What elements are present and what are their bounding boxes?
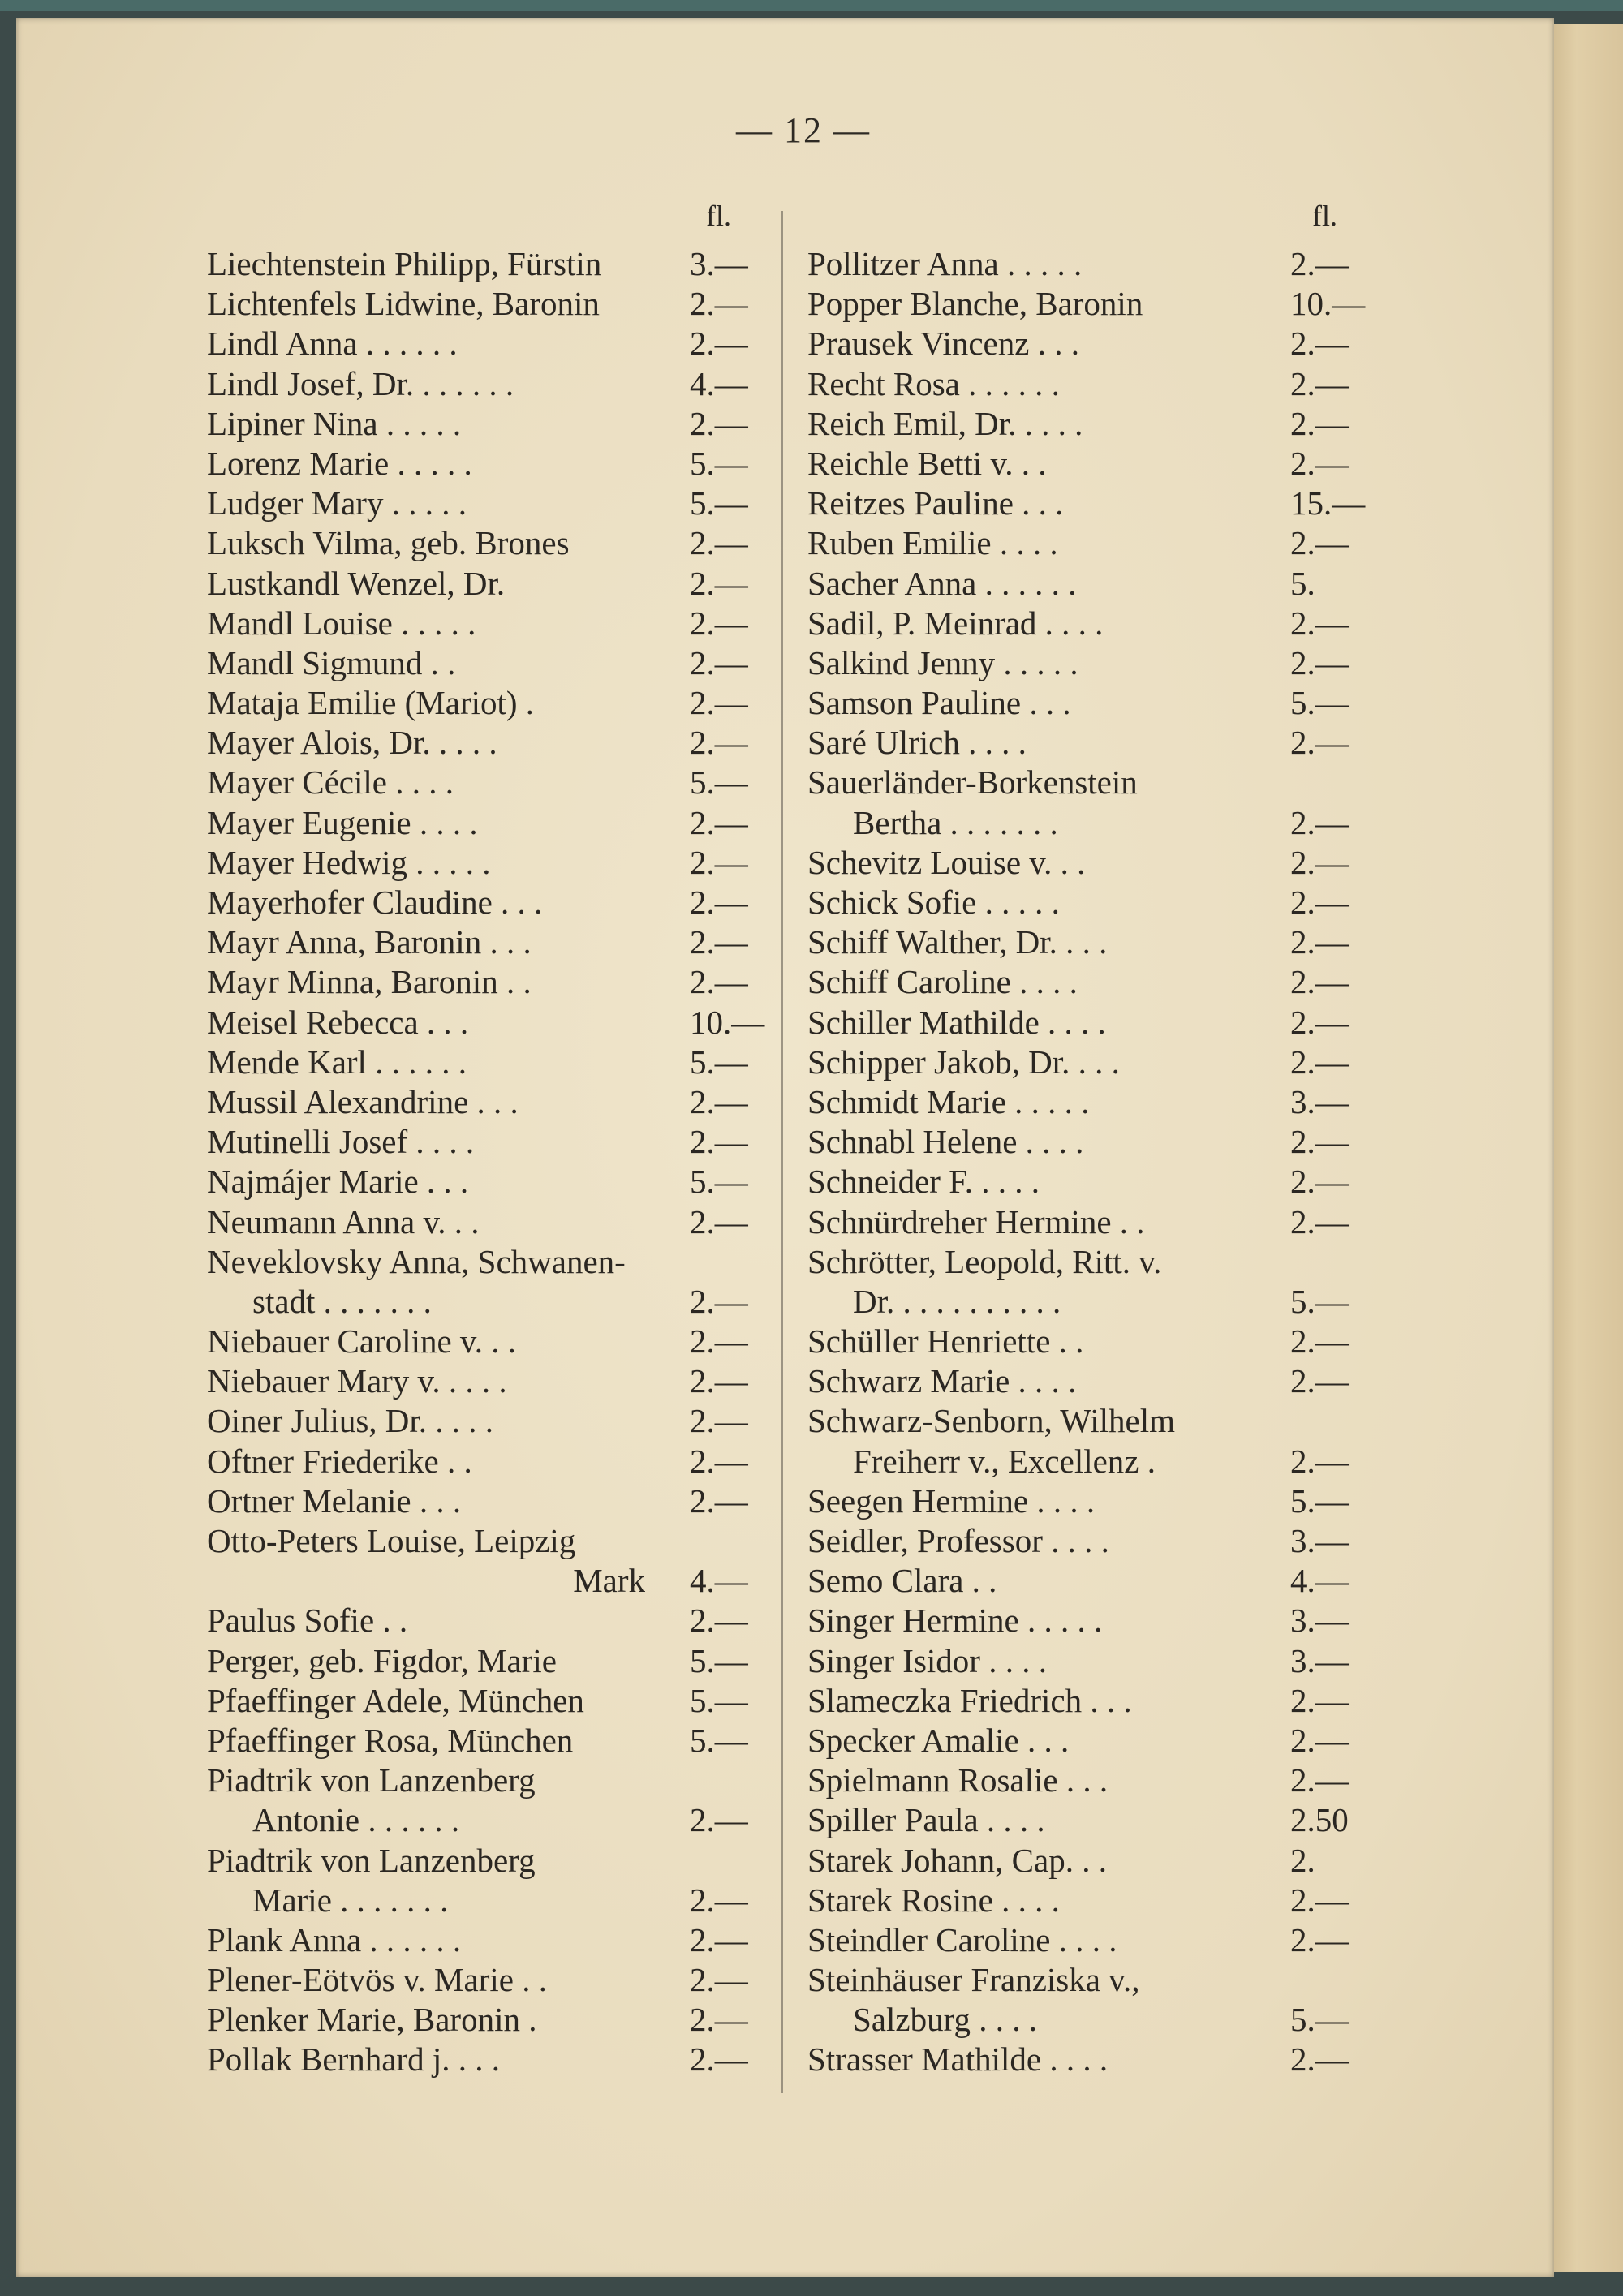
list-item <box>207 1202 775 1242</box>
donation-amount: 2.— <box>1290 1163 1349 1201</box>
list-item <box>207 723 775 763</box>
donation-amount: 3.— <box>1290 1082 1349 1120</box>
donation-amount: 3.— <box>1290 1522 1349 1559</box>
donor-name: Pfaeffinger Rosa, München <box>207 1721 574 1759</box>
donation-amount: 2.— <box>690 524 748 562</box>
donor-name: Lorenz Marie . . . . . <box>207 444 472 482</box>
donor-name: Mayr Minna, Baronin . . <box>207 963 532 1001</box>
donation-amount: 2.— <box>690 803 748 841</box>
donor-name: Schneider F. . . . . <box>807 1163 1040 1201</box>
donation-amount: 2.— <box>690 285 748 323</box>
donation-amount: 2.— <box>1290 444 1349 482</box>
donor-name: Sacher Anna . . . . . . <box>807 564 1077 602</box>
donor-name: Neumann Anna v. . . <box>207 1202 480 1240</box>
list-item <box>807 2040 1375 2079</box>
list-item <box>207 1601 775 1640</box>
donor-name: Plenker Marie, Baronin . <box>207 2001 537 2039</box>
donation-amount: 2.— <box>690 643 748 681</box>
donation-amount: 2.— <box>1290 404 1349 442</box>
donation-amount: 2.— <box>1290 1322 1349 1361</box>
donation-amount: 4.— <box>1290 1562 1349 1600</box>
donor-name: Reitzes Pauline . . . <box>807 484 1064 522</box>
donation-amount: 2.— <box>690 1920 748 1958</box>
donation-amount: 5.— <box>690 1163 748 1201</box>
donor-name: Semo Clara . . <box>807 1562 997 1600</box>
donor-name: Saré Ulrich . . . . <box>807 724 1027 762</box>
currency-header-right: fl. <box>1312 200 1337 232</box>
donation-amount: 2.— <box>690 1202 748 1240</box>
donor-name: Ludger Mary . . . . . <box>207 484 467 522</box>
list-item <box>807 1442 1375 1481</box>
donor-name: Piadtrik von Lanzenberg <box>207 1841 536 1879</box>
donor-name: Meisel Rebecca . . . <box>207 1003 469 1041</box>
donation-amount: 2.— <box>1290 1123 1349 1161</box>
donation-amount: 2.— <box>690 1442 748 1480</box>
list-item <box>807 763 1375 802</box>
list-item <box>207 1162 775 1202</box>
donation-amount: 4.— <box>690 1562 748 1600</box>
donor-name: Lindl Josef, Dr. . . . . . . <box>207 364 514 402</box>
donation-amount: 2.— <box>690 2040 748 2079</box>
donation-amount: 2.— <box>1290 2040 1349 2079</box>
list-item <box>807 1481 1375 1521</box>
list-item <box>207 1641 775 1681</box>
list-item <box>207 1681 775 1721</box>
list-item <box>807 1043 1375 1082</box>
list-item <box>207 1322 775 1361</box>
donation-amount: 3.— <box>690 245 748 282</box>
donor-name: Seidler, Professor . . . . <box>807 1522 1109 1559</box>
donor-name: Schnürdreher Hermine . . <box>807 1202 1145 1240</box>
donor-name: Neveklovsky Anna, Schwanen- <box>207 1242 626 1280</box>
list-item <box>807 244 1375 284</box>
donor-name: Spiller Paula . . . . <box>807 1801 1045 1839</box>
donor-name: Salkind Jenny . . . . . <box>807 643 1078 681</box>
donation-amount: 2.— <box>1290 1761 1349 1799</box>
list-item <box>207 1401 775 1441</box>
donation-amount: 2.— <box>690 1481 748 1520</box>
list-item <box>207 1561 775 1601</box>
donation-amount: 2.— <box>1290 1681 1349 1719</box>
list-item <box>207 962 775 1002</box>
donor-name: Bertha . . . . . . . <box>853 803 1058 841</box>
list-item <box>207 1960 775 2000</box>
list-item <box>807 1082 1375 1122</box>
donor-name: Sadil, P. Meinrad . . . . <box>807 604 1104 642</box>
list-item <box>807 1681 1375 1721</box>
list-item <box>207 2000 775 2040</box>
donation-amount: 5.— <box>1290 2001 1349 2039</box>
list-item <box>807 404 1375 444</box>
donor-name: Schick Sofie . . . . . <box>807 884 1060 921</box>
list-item <box>207 1082 775 1122</box>
list-item <box>807 1521 1375 1561</box>
list-item <box>207 604 775 643</box>
donor-name: Schevitz Louise v. . . <box>807 843 1086 881</box>
donor-name: Schwarz Marie . . . . <box>807 1362 1077 1400</box>
donation-amount: 2.— <box>1290 364 1349 402</box>
donor-name: Otto-Peters Louise, Leipzig <box>207 1522 576 1559</box>
list-item <box>207 803 775 843</box>
list-item <box>207 1242 775 1282</box>
list-item <box>207 883 775 922</box>
donor-name: Mayer Eugenie . . . . <box>207 803 478 841</box>
list-item <box>807 604 1375 643</box>
donor-name: Oftner Friederike . . <box>207 1442 472 1480</box>
list-item <box>807 723 1375 763</box>
donation-amount: 5.— <box>690 1641 748 1679</box>
list-item <box>207 1361 775 1401</box>
list-item <box>807 364 1375 404</box>
donor-name: Recht Rosa . . . . . . <box>807 364 1060 402</box>
list-item <box>207 643 775 683</box>
donation-amount: 2.— <box>1290 963 1349 1001</box>
donor-name: Mussil Alexandrine . . . <box>207 1082 519 1120</box>
donation-amount: 2.— <box>1290 325 1349 363</box>
donation-amount: 15.— <box>1290 484 1366 522</box>
list-item <box>807 1881 1375 1920</box>
donation-amount: 2.— <box>690 1362 748 1400</box>
list-item <box>207 763 775 802</box>
donor-name: Ruben Emilie . . . . <box>807 524 1058 562</box>
donation-amount: 2.— <box>690 325 748 363</box>
donation-amount: 2.— <box>690 923 748 961</box>
donor-name: Schrötter, Leopold, Ritt. v. <box>807 1242 1162 1280</box>
donation-amount: 2.— <box>1290 724 1349 762</box>
donor-name: Seegen Hermine . . . . <box>807 1481 1096 1520</box>
page-number: — 12 — <box>736 110 871 150</box>
donor-name: Schiff Caroline . . . . <box>807 963 1078 1001</box>
donor-name: Salzburg . . . . <box>853 2001 1038 2039</box>
right-rows <box>807 244 1375 2080</box>
donor-name: Schipper Jakob, Dr. . . . <box>807 1043 1120 1081</box>
donor-name: Mayerhofer Claudine . . . <box>207 884 543 921</box>
list-item <box>207 404 775 444</box>
donation-amount: 2.— <box>690 684 748 722</box>
donation-amount: 5. <box>1290 564 1315 602</box>
donor-name: stadt . . . . . . . <box>252 1282 432 1320</box>
donor-name: Mayer Alois, Dr. . . . . <box>207 724 497 762</box>
donor-name: Prausek Vincenz . . . <box>807 325 1079 363</box>
donor-name: Schiff Walther, Dr. . . . <box>807 923 1108 961</box>
list-item <box>207 683 775 723</box>
list-item <box>207 444 775 484</box>
donor-name: Slameczka Friedrich . . . <box>807 1681 1132 1719</box>
list-item <box>807 843 1375 883</box>
donation-amount: 2.— <box>690 843 748 881</box>
donation-amount: 2.— <box>690 1881 748 1919</box>
donor-name: Specker Amalie . . . <box>807 1721 1070 1759</box>
list-item <box>207 284 775 324</box>
list-item <box>807 1322 1375 1361</box>
donation-amount: 2.— <box>1290 604 1349 642</box>
donation-amount: 10.— <box>1290 285 1366 323</box>
list-item <box>807 962 1375 1002</box>
donation-amount: 2.— <box>690 1082 748 1120</box>
list-item <box>207 1800 775 1840</box>
donor-name: Starek Johann, Cap. . . <box>807 1841 1107 1879</box>
donation-amount: 2.— <box>690 404 748 442</box>
donation-amount: 2.— <box>690 1801 748 1839</box>
donor-name: Schüller Henriette . . <box>807 1322 1084 1361</box>
donor-name: Steindler Caroline . . . . <box>807 1920 1117 1958</box>
donor-name: Mayr Anna, Baronin . . . <box>207 923 532 961</box>
donor-name: Liechtenstein Philipp, Fürstin <box>207 245 602 282</box>
donor-name: Najmájer Marie . . . <box>207 1163 469 1201</box>
list-item <box>807 922 1375 962</box>
donation-amount: 2.— <box>690 1282 748 1320</box>
donation-amount: 2.— <box>1290 524 1349 562</box>
donation-amount: 2.— <box>690 1123 748 1161</box>
donation-amount: 2.— <box>690 1961 748 1999</box>
donor-name: Lichtenfels Lidwine, Baronin <box>207 285 600 323</box>
donation-amount: 4.— <box>690 364 748 402</box>
list-item <box>807 1601 1375 1640</box>
donation-amount: 2.— <box>1290 1442 1349 1480</box>
list-item <box>807 1761 1375 1800</box>
donation-amount: 2.— <box>1290 803 1349 841</box>
donation-amount: 2.— <box>1290 923 1349 961</box>
list-item <box>807 484 1375 523</box>
list-item <box>207 1721 775 1761</box>
donation-amount: 2.— <box>690 1322 748 1361</box>
list-item <box>807 1202 1375 1242</box>
donation-amount: 2.— <box>690 724 748 762</box>
list-item <box>207 922 775 962</box>
donation-amount: 2. <box>1290 1841 1315 1879</box>
donation-amount: 5.— <box>1290 1481 1349 1520</box>
donor-name: Oiner Julius, Dr. . . . . <box>207 1402 494 1440</box>
donor-name: Mutinelli Josef . . . . <box>207 1123 475 1161</box>
donor-name: Samson Pauline . . . <box>807 684 1071 722</box>
donation-amount: 2.— <box>690 2001 748 2039</box>
list-item <box>207 1841 775 1881</box>
list-item <box>807 1401 1375 1441</box>
list-item <box>807 1282 1375 1322</box>
list-item <box>207 1442 775 1481</box>
list-item <box>207 523 775 563</box>
donor-name: Reich Emil, Dr. . . . . <box>807 404 1083 442</box>
list-item <box>807 444 1375 484</box>
donation-amount: 2.— <box>690 604 748 642</box>
donation-amount: 5.— <box>690 763 748 802</box>
donor-name: Lipiner Nina . . . . . <box>207 404 462 442</box>
list-item <box>207 1122 775 1162</box>
list-item <box>807 1920 1375 1960</box>
donation-amount: 5.— <box>690 1681 748 1719</box>
donor-name: Perger, geb. Figdor, Marie <box>207 1641 557 1679</box>
column-divider <box>781 211 783 2093</box>
left-rows <box>207 244 775 2080</box>
list-item <box>807 1960 1375 2000</box>
donor-name: Paulus Sofie . . <box>207 1602 408 1640</box>
list-item <box>807 1841 1375 1881</box>
list-item <box>207 1881 775 1920</box>
list-item <box>207 1761 775 1800</box>
donation-amount: 5.— <box>1290 684 1349 722</box>
donor-name: Mende Karl . . . . . . <box>207 1043 467 1081</box>
donation-amount: 2.— <box>690 963 748 1001</box>
donor-name: Mandl Sigmund . . <box>207 643 456 681</box>
donor-name: Antonie . . . . . . <box>252 1801 460 1839</box>
donor-name: Lustkandl Wenzel, Dr. <box>207 564 506 602</box>
donor-name: Luksch Vilma, geb. Brones <box>207 524 570 562</box>
list-item <box>807 683 1375 723</box>
list-item <box>807 803 1375 843</box>
donation-amount: 2.— <box>1290 1721 1349 1759</box>
donor-name: Sauerländer-Borkenstein <box>807 763 1138 802</box>
list-item <box>207 1043 775 1082</box>
donation-amount: 2.— <box>1290 245 1349 282</box>
donation-amount: 3.— <box>1290 1602 1349 1640</box>
list-item <box>207 1481 775 1521</box>
list-item <box>807 523 1375 563</box>
donor-name: Strasser Mathilde . . . . <box>807 2040 1109 2079</box>
donor-name: Schmidt Marie . . . . . <box>807 1082 1090 1120</box>
donation-amount: 2.— <box>1290 1881 1349 1919</box>
donation-amount: 2.— <box>1290 1920 1349 1958</box>
donor-name: Mark <box>573 1562 645 1600</box>
donation-amount: 2.— <box>1290 1003 1349 1041</box>
donation-amount: 2.— <box>1290 1043 1349 1081</box>
adjacent-page-edge <box>1546 24 1623 2272</box>
list-item <box>807 324 1375 363</box>
list-item <box>807 2000 1375 2040</box>
list-item <box>207 2040 775 2079</box>
donor-name: Niebauer Caroline v. . . <box>207 1322 517 1361</box>
list-item <box>807 1122 1375 1162</box>
donor-name: Reichle Betti v. . . <box>807 444 1047 482</box>
list-item <box>807 643 1375 683</box>
list-item <box>207 244 775 284</box>
donation-amount: 5.— <box>690 444 748 482</box>
list-item <box>207 364 775 404</box>
donor-name: Ortner Melanie . . . <box>207 1481 462 1520</box>
donor-name: Mayer Cécile . . . . <box>207 763 454 802</box>
donation-amount: 5.— <box>690 484 748 522</box>
donor-name: Popper Blanche, Baronin <box>807 285 1143 323</box>
donor-name: Singer Isidor . . . . <box>807 1641 1047 1679</box>
donor-name: Pfaeffinger Adele, München <box>207 1681 584 1719</box>
list-item <box>207 484 775 523</box>
donation-amount: 2.— <box>690 564 748 602</box>
currency-header-left: fl. <box>706 200 731 232</box>
donor-name: Pollitzer Anna . . . . . <box>807 245 1083 282</box>
donor-name: Plener-Eötvös v. Marie . . <box>207 1961 547 1999</box>
donation-amount: 2.— <box>1290 884 1349 921</box>
list-item <box>807 564 1375 604</box>
donor-name: Niebauer Mary v. . . . . <box>207 1362 507 1400</box>
list-item <box>807 1561 1375 1601</box>
list-item <box>807 284 1375 324</box>
list-item <box>807 1361 1375 1401</box>
donation-amount: 2.50 <box>1290 1801 1349 1839</box>
donor-name: Steinhäuser Franziska v., <box>807 1961 1140 1999</box>
list-item <box>807 1003 1375 1043</box>
list-item <box>207 1521 775 1561</box>
donor-name: Starek Rosine . . . . <box>807 1881 1060 1919</box>
donation-amount: 2.— <box>690 1602 748 1640</box>
donor-name: Piadtrik von Lanzenberg <box>207 1761 536 1799</box>
list-item <box>807 1721 1375 1761</box>
donation-amount: 2.— <box>1290 1202 1349 1240</box>
donor-name: Schiller Mathilde . . . . <box>807 1003 1106 1041</box>
donation-amount: 2.— <box>690 1402 748 1440</box>
list-item <box>207 324 775 363</box>
list-item <box>807 1162 1375 1202</box>
donation-amount: 10.— <box>690 1003 765 1041</box>
donor-name: Schnabl Helene . . . . <box>807 1123 1084 1161</box>
donation-amount: 5.— <box>690 1043 748 1081</box>
donor-name: Lindl Anna . . . . . . <box>207 325 458 363</box>
donor-name: Spielmann Rosalie . . . <box>807 1761 1109 1799</box>
donor-name: Mandl Louise . . . . . <box>207 604 476 642</box>
donation-amount: 2.— <box>1290 643 1349 681</box>
list-item <box>807 883 1375 922</box>
donor-name: Singer Hermine . . . . . <box>807 1602 1103 1640</box>
list-item <box>207 1920 775 1960</box>
list-item <box>207 1003 775 1043</box>
donor-name: Pollak Bernhard j. . . . <box>207 2040 500 2079</box>
book-edge <box>0 0 1623 11</box>
donation-amount: 2.— <box>1290 843 1349 881</box>
list-item <box>207 1282 775 1322</box>
donor-name: Freiherr v., Excellenz . <box>853 1442 1156 1480</box>
donation-amount: 2.— <box>690 884 748 921</box>
donor-name: Schwarz-Senborn, Wilhelm <box>807 1402 1176 1440</box>
list-item <box>807 1242 1375 1282</box>
donor-name: Dr. . . . . . . . . . . <box>853 1282 1061 1320</box>
list-item <box>207 843 775 883</box>
donor-name: Marie . . . . . . . <box>252 1881 449 1919</box>
donation-amount: 5.— <box>1290 1282 1349 1320</box>
donor-name: Mayer Hedwig . . . . . <box>207 843 491 881</box>
donation-amount: 2.— <box>1290 1362 1349 1400</box>
donor-name: Mataja Emilie (Mariot) . <box>207 684 535 722</box>
list-item <box>207 564 775 604</box>
list-item <box>807 1800 1375 1840</box>
donation-amount: 5.— <box>690 1721 748 1759</box>
donation-amount: 3.— <box>1290 1641 1349 1679</box>
list-item <box>807 1641 1375 1681</box>
donor-name: Plank Anna . . . . . . <box>207 1920 462 1958</box>
